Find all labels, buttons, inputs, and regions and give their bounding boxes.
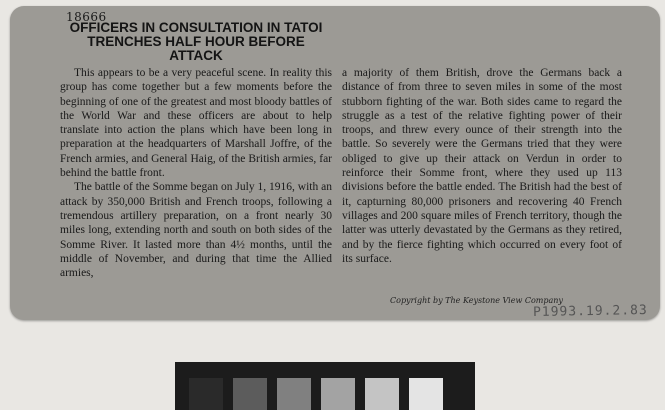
gray-swatch — [277, 378, 311, 410]
stereoview-card-back — [10, 6, 660, 320]
copyright-line: Copyright by The Keystone View Company — [390, 296, 563, 305]
gray-swatch — [365, 378, 399, 410]
card-title: OFFICERS IN CONSULTATION IN TATOI TRENCHES HALF HOUR BEFORE ATTACK — [69, 20, 323, 63]
gray-swatch — [321, 378, 355, 410]
paragraph: a majority of them British, drove the Germans back a distance of from three to seven miles in some of the most stubborn fighting of the war. Both sides came to regard the struggle as a test of the relative fighting power of their troops, and threw every ounce of their strength into the battle. So severely were the Germans tried that they were obliged to give up their attack on Verdun in order to reinforce their Somme front, where they used up 113 divisions before the battle ended. The British had the best of it, capturning 80,000 prisoners and recovering 40 French villages and 200 square miles of French territory, though the latter was utterly devastated by the Germans as they retired, and by the fierce fighting which occurred on every foot of its surface. — [342, 67, 622, 265]
accession-number: P1993.19.2.83 — [532, 302, 648, 321]
paragraph: This appears to be a very peaceful scene. In reality this group has come together but a few moments before the beginning of one of the greatest and most bloody battles of the World War and these officers are about to help translate into action the plans which have been long in preparation at the headquarters of Marshall Joffre, of the French armies, and General Haig, of the British armies, far behind the battle front. — [60, 67, 332, 180]
text-column-right — [342, 66, 622, 266]
paragraph: The battle of the Somme began on July 1, 1916, with an attack by 350,000 British and French troops, following a tremendous artillery preparation, on a front nearly 30 miles long, extending north and south on both sides of the Somme River. It lasted more than 4½ months, until the middle of November, and during that time the Allied armies, — [60, 181, 332, 280]
color-calibration-strip — [175, 362, 475, 410]
gray-swatch — [189, 378, 223, 410]
gray-swatch — [233, 378, 267, 410]
gray-swatch — [409, 378, 443, 410]
catalog-number: 18666 — [66, 10, 107, 24]
text-column-left — [60, 66, 332, 280]
